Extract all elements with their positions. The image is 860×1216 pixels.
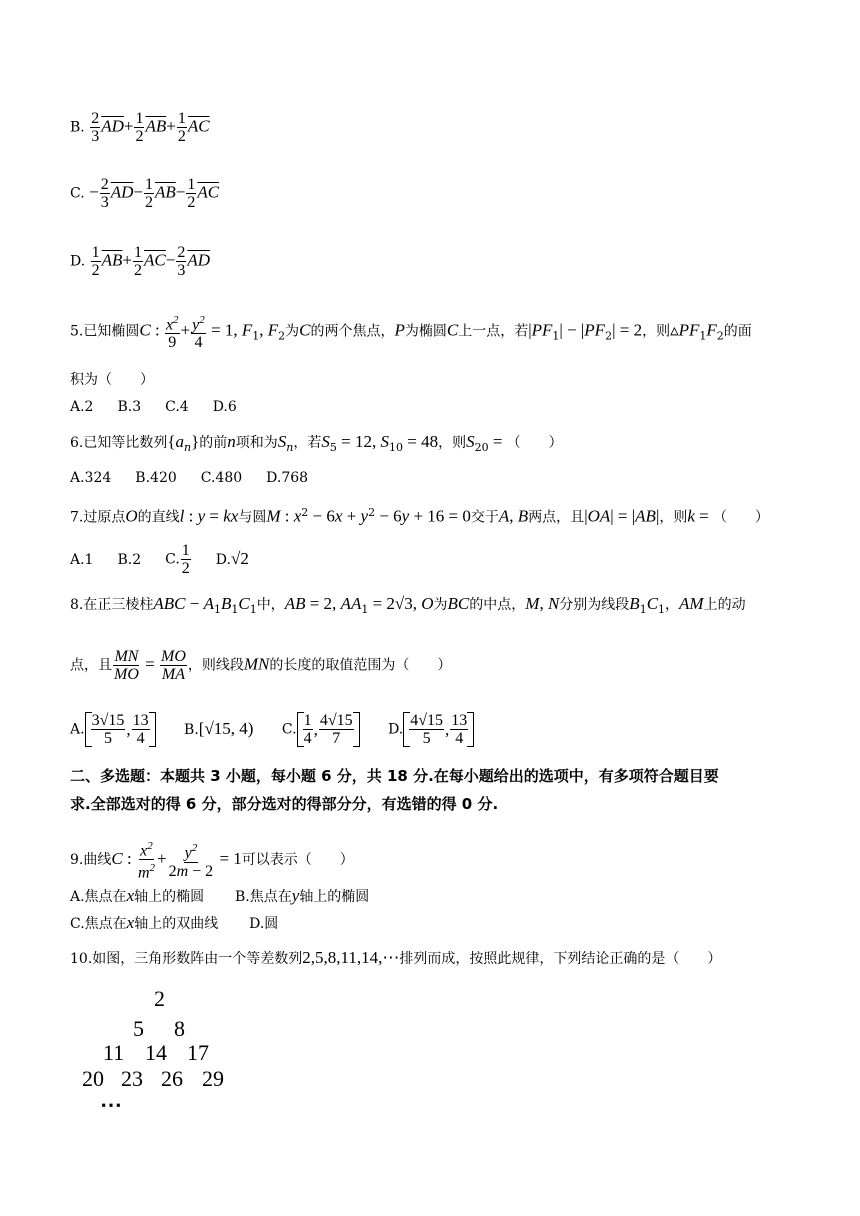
- question-7-options: A.1 B.2 C. $\frac{1}{2}$ D.√2: [70, 542, 249, 577]
- question-6: 6.已知等比数列$\{a_n\}$的前n项和为$S_n$，若$S_5 = 12$, $S_{10} = 48$，则$S_{20}$ = （ ）: [70, 432, 563, 454]
- triangle-cell: 23: [121, 1066, 143, 1091]
- question-9-options-ab: A.焦点在x轴上的椭圆 B.焦点在y轴上的椭圆: [70, 886, 370, 905]
- question-7: 7.过原点O的直线l : y = kx与圆M : $x^2 - 6x + y^2 - 6y + 16 = 0$交于A, B两点，且|OA| = |AB|，则k = （ ）: [70, 506, 769, 526]
- triangle-ellipsis: ⋯: [100, 1092, 122, 1117]
- triangle-cell: 14: [145, 1040, 167, 1065]
- question-9-options-cd: C.焦点在x轴上的双曲线 D.圆: [70, 913, 279, 932]
- triangle-cell: 29: [202, 1066, 224, 1091]
- q4-option-c: C. − $\frac{2}{3}$ $\overline{AD}-$ $\frac{1}{2}$ $\overline{AB}-$ $\frac{1}{2}$ $\overline{AC}$: [70, 176, 220, 211]
- triangle-cell: 2: [154, 986, 165, 1011]
- triangle-cell: 20: [82, 1066, 104, 1091]
- question-8-options: A. $\frac{3√15}{5}$ , $\frac{13}{4}$ B.[√15, 4) C. $\frac{1}{4}$ , $\frac{4√15}{7}$ D. $\frac{4√15}{5}$ , $\frac{13}{4}$: [70, 712, 498, 747]
- question-9: 9.曲线C : $\frac{x^2}{m^2}$ + $\frac{y^2}{2m - 2}$ = 1可以表示（ ）: [70, 840, 354, 882]
- question-5-line2: 积为（ ）: [70, 372, 154, 388]
- q4-option-b: B. $\frac{2}{3}$ $\overline{AD}+$ $\frac{1}{2}$ $\overline{AB}+$ $\frac{1}{2}$ $\overline{AC}$: [70, 110, 210, 145]
- triangle-cell: 8: [174, 1016, 185, 1041]
- q4-option-d: D. $\frac{1}{2}$ $\overline{AB}+$ $\frac{1}{2}$ $\overline{AC}-$ $\frac{2}{3}$ $\overline{AD}$: [70, 244, 211, 279]
- triangle-cell: 17: [187, 1040, 209, 1065]
- question-8: 8.在正三棱柱ABC − $A_1B_1C_1$中，AB = 2, $AA_1 = 2√3$, O为BC的中点，M, N分别为线段$B_1C_1$，AM上的动: [70, 594, 746, 616]
- question-6-options: A.324 B.420 C.480 D.768: [70, 470, 309, 486]
- question-5-options: A.2 B.3 C.4 D.6: [70, 399, 237, 415]
- section-2-heading: 二、多选题：本题共 3 小题，每小题 6 分，共 18 分.在每小题给出的选项中，有多项符合题目要: [70, 767, 719, 785]
- triangle-cell: 5: [133, 1016, 144, 1041]
- question-8-line2: 点，且 $\frac{MN}{MO}$ = $\frac{MO}{MA}$ ，则线段MN的长度的取值范围为（ ）: [70, 648, 452, 683]
- triangle-cell: 26: [161, 1066, 183, 1091]
- section-2-heading-line2: 求.全部选对的得 6 分，部分选对的得部分分，有选错的得 0 分.: [70, 795, 499, 813]
- question-10: 10.如图，三角形数阵由一个等差数列2,5,8,11,14,⋯排列而成，按照此规律，下列结论正确的是（ ）: [70, 948, 722, 967]
- triangle-cell: 11: [103, 1040, 125, 1065]
- question-5: 5.已知椭圆C : $\frac{x^2}{9}$ + $\frac{y^2}{4}$ = 1, $F_1$, $F_2$为C的两个焦点，P为椭圆C上一点，若$|PF_1| - |PF_2| = 2$，则$▵PF_1F_2$的面: [70, 314, 752, 352]
